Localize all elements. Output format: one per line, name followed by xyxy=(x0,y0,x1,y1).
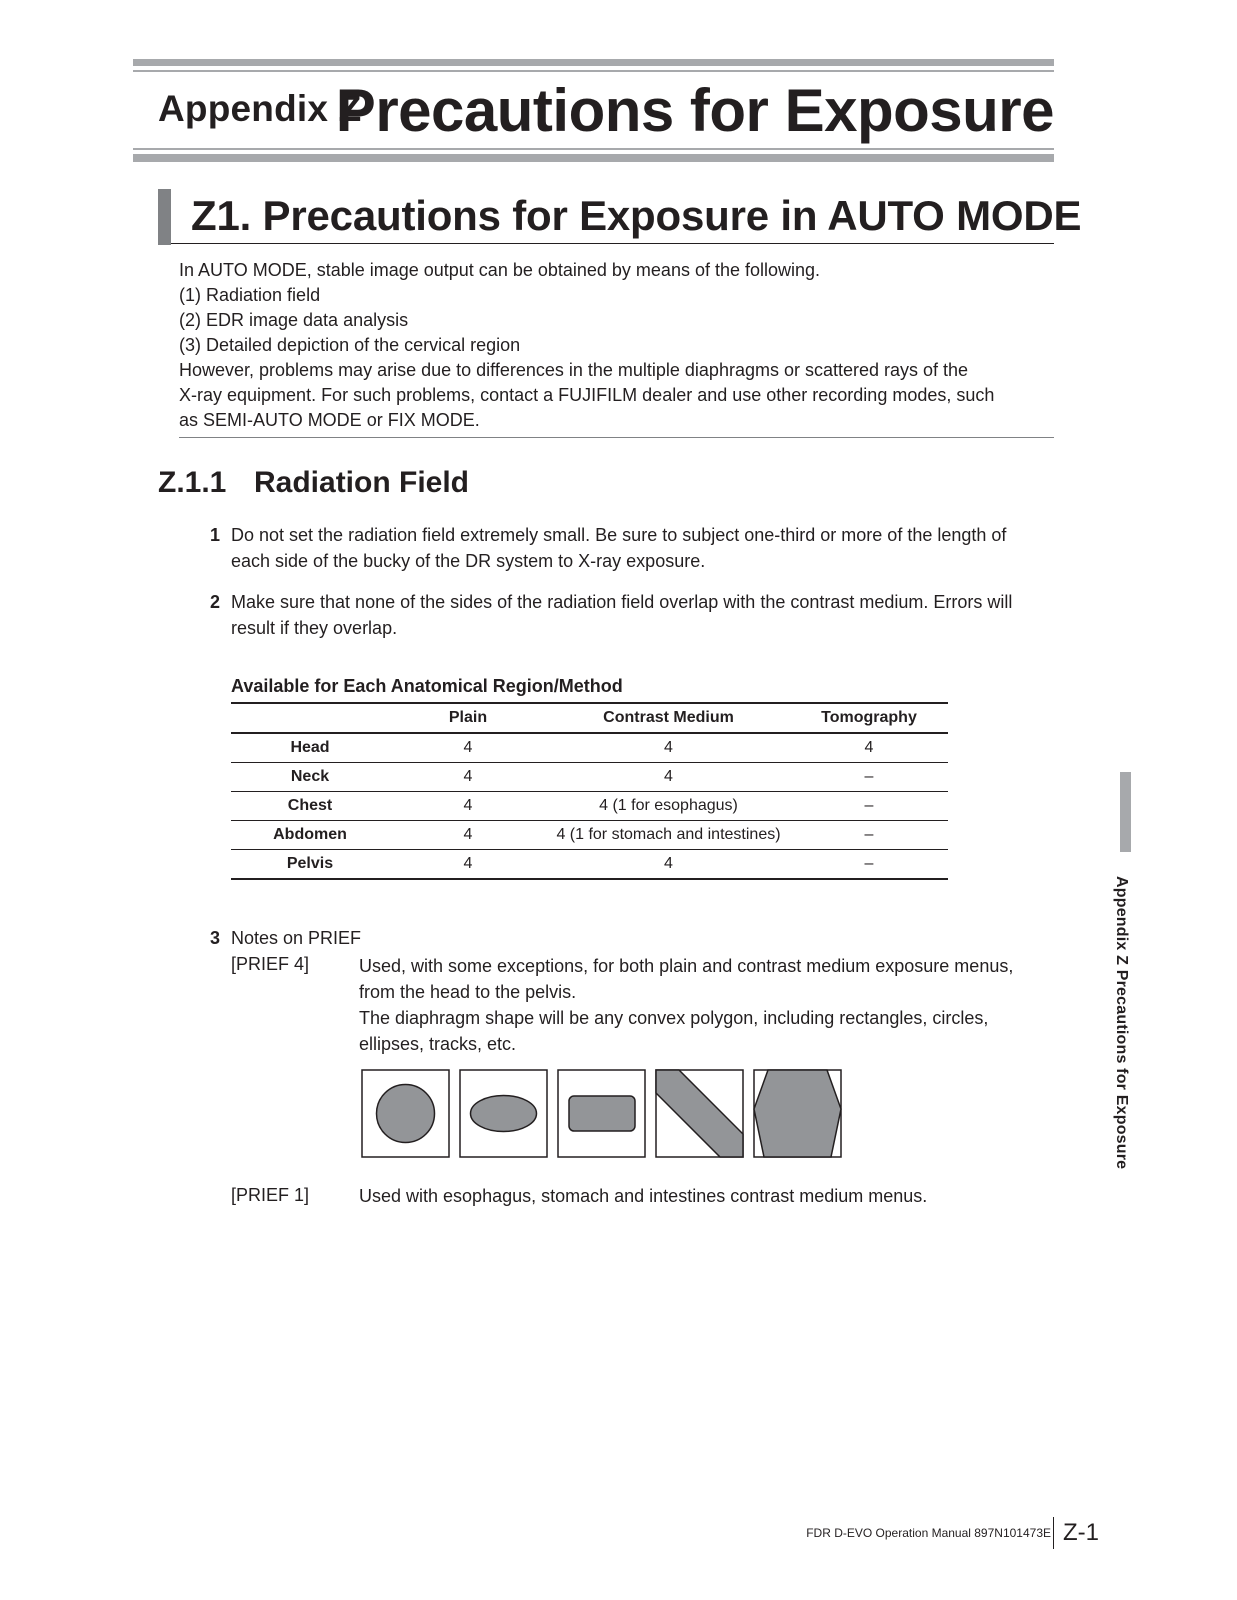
polygon-icon xyxy=(754,1070,841,1157)
table-row xyxy=(231,792,948,821)
table-cell: – xyxy=(790,792,948,821)
section-marker-bar xyxy=(158,189,171,245)
column-header: Plain xyxy=(389,703,547,733)
ellipse-icon xyxy=(460,1070,547,1157)
table-cell: 4 xyxy=(389,850,547,880)
side-tab-label: Appendix Z Precautions for Exposure xyxy=(1113,876,1130,1170)
list-item-line: Do not set the radiation field extremely small. Be sure to subject one-third or more of the length of xyxy=(231,525,1007,545)
section-intro xyxy=(179,258,1049,433)
column-header: Tomography xyxy=(790,703,948,733)
intro-line: (1) Radiation field xyxy=(179,285,321,305)
intro-line: (2) EDR image data analysis xyxy=(179,310,409,330)
region-method-table xyxy=(231,702,948,880)
list-item-line: result if they overlap. xyxy=(231,618,398,638)
column-header: Contrast Medium xyxy=(547,703,790,733)
intro-line: as SEMI-AUTO MODE or FIX MODE. xyxy=(179,410,480,430)
table-header-row xyxy=(231,703,948,733)
header-top-rule-thin xyxy=(133,70,1054,72)
intro-line: X-ray equipment. For such problems, contact a FUJIFILM dealer and use other recording modes, such xyxy=(179,385,995,405)
header-bottom-rule-thick xyxy=(133,154,1054,162)
table-cell: – xyxy=(790,821,948,850)
diaphragm-shapes-figure xyxy=(361,1069,845,1159)
prief-line: from the head to the pelvis. xyxy=(359,982,577,1002)
subsection-heading xyxy=(158,466,469,500)
list-item-title: Notes on PRIEF xyxy=(231,928,362,948)
prief-line: The diaphragm shape will be any convex polygon, including rectangles, circles, xyxy=(359,1008,989,1028)
intro-rule xyxy=(179,437,1054,438)
header-top-rule-thick xyxy=(133,59,1054,66)
table-row xyxy=(231,850,948,880)
list-item-line: Make sure that none of the sides of the radiation field overlap with the contrast medium. Errors will xyxy=(231,592,1013,612)
prief-1-text xyxy=(359,1183,1059,1209)
footer-divider xyxy=(1053,1517,1054,1549)
table-cell: 4 xyxy=(389,733,547,763)
table-cell: 4 xyxy=(547,850,790,880)
list-item-number: 3 xyxy=(210,928,221,948)
list-item-text xyxy=(231,589,1051,641)
prief-4-text xyxy=(359,953,1059,1057)
intro-line: (3) Detailed depiction of the cervical region xyxy=(179,335,521,355)
table-cell: 4 xyxy=(547,763,790,792)
prief-line: ellipses, tracks, etc. xyxy=(359,1034,517,1054)
diagonal-track-icon xyxy=(656,1070,743,1157)
rounded-rectangle-icon xyxy=(558,1070,645,1157)
table-cell: – xyxy=(790,763,948,792)
row-header: Pelvis xyxy=(231,850,389,880)
section-title: Z1. Precautions for Exposure in AUTO MODE xyxy=(191,192,1082,239)
page-title: Precautions for Exposure xyxy=(335,77,1054,144)
intro-line: However, problems may arise due to differences in the multiple diaphragms or scattered rays of the xyxy=(179,360,969,380)
prief-line: Used, with some exceptions, for both plain and contrast medium exposure menus, xyxy=(359,956,1014,976)
table-cell: 4 xyxy=(389,792,547,821)
column-header xyxy=(231,703,389,733)
table-cell: 4 xyxy=(790,733,948,763)
prief-4-label: [PRIEF 4] xyxy=(231,954,310,974)
side-tab-marker xyxy=(1120,772,1131,852)
table-row xyxy=(231,733,948,763)
subsection-title: Radiation Field xyxy=(254,466,470,499)
row-header: Neck xyxy=(231,763,389,792)
table-cell: – xyxy=(790,850,948,880)
row-header: Abdomen xyxy=(231,821,389,850)
table-cell: 4 (1 for stomach and intestines) xyxy=(547,821,790,850)
footer-manual-id: FDR D-EVO Operation Manual 897N101473E xyxy=(806,1526,1051,1540)
table-cell: 4 xyxy=(547,733,790,763)
intro-line: In AUTO MODE, stable image output can be obtained by means of the following. xyxy=(179,260,821,280)
prief-1-label: [PRIEF 1] xyxy=(231,1185,310,1205)
table-caption: Available for Each Anatomical Region/Method xyxy=(231,676,623,696)
row-header: Chest xyxy=(231,792,389,821)
table-row xyxy=(231,821,948,850)
list-item-number: 2 xyxy=(210,592,221,612)
prief-line: Used with esophagus, stomach and intestines contrast medium menus. xyxy=(359,1186,928,1206)
list-item-line: each side of the bucky of the DR system to X-ray exposure. xyxy=(231,551,706,571)
circle-icon xyxy=(362,1070,449,1157)
table-row xyxy=(231,763,948,792)
header-bottom-rule-thin xyxy=(133,148,1054,150)
row-header: Head xyxy=(231,733,389,763)
list-item-number: 1 xyxy=(210,525,221,545)
subsection-number: Z.1.1 xyxy=(158,466,227,499)
list-item-text xyxy=(231,522,1051,574)
page-number: Z-1 xyxy=(1063,1519,1099,1546)
appendix-label: Appendix Z xyxy=(158,88,362,129)
table-cell: 4 xyxy=(389,763,547,792)
table-cell: 4 xyxy=(389,821,547,850)
table-cell: 4 (1 for esophagus) xyxy=(547,792,790,821)
section-title-rule xyxy=(171,243,1054,244)
